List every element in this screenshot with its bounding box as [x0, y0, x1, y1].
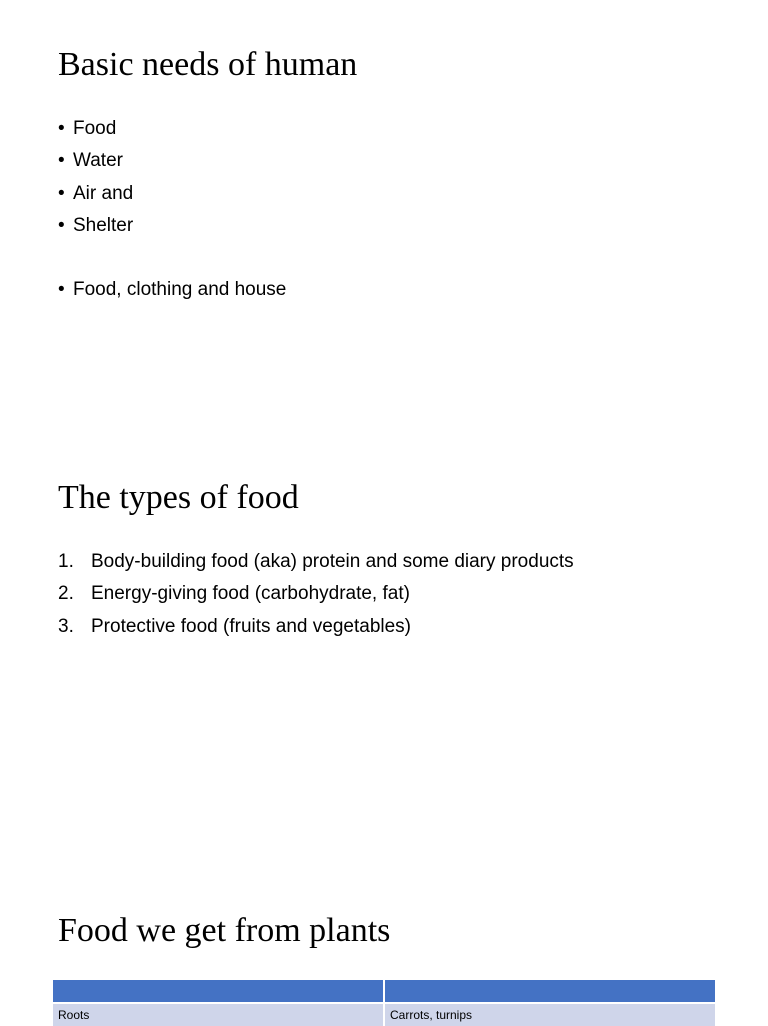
- bullet-icon: •: [58, 182, 65, 204]
- bullet-icon: •: [58, 150, 65, 172]
- basic-needs-extra-list: [58, 274, 286, 306]
- table-header-cell: [53, 980, 384, 1003]
- title-types-of-food: The types of food: [58, 479, 299, 516]
- title-food-from-plants: Food we get from plants: [58, 912, 391, 949]
- list-item: [58, 546, 574, 578]
- list-item-text: Energy-giving food (carbohydrate, fat): [91, 583, 410, 605]
- table-row: [53, 1003, 715, 1026]
- basic-needs-list: [58, 113, 133, 243]
- list-item-text: Body-building food (aka) protein and some diary products: [91, 551, 574, 572]
- list-number: 1.: [58, 551, 74, 572]
- table-cell: Carrots, turnips: [384, 1003, 715, 1026]
- list-item-text: Protective food (fruits and vegetables): [91, 615, 412, 637]
- list-item: [58, 274, 286, 306]
- types-of-food-list: [58, 546, 574, 643]
- bullet-icon: •: [58, 118, 65, 139]
- table-cell: Roots: [53, 1003, 384, 1026]
- table-header-cell: [384, 980, 715, 1003]
- plant-food-table: [53, 980, 715, 1026]
- table-header-row: [53, 980, 715, 1003]
- list-item-text: Food: [73, 118, 117, 139]
- list-item: [58, 611, 574, 643]
- list-item-text: Air and: [73, 182, 134, 204]
- list-item: [58, 113, 133, 145]
- bullet-icon: •: [58, 215, 65, 237]
- title-basic-needs: Basic needs of human: [58, 46, 358, 83]
- list-number: 3.: [58, 615, 74, 637]
- list-item: [58, 210, 133, 242]
- list-item-text: Shelter: [73, 215, 134, 237]
- list-item: [58, 178, 133, 210]
- list-item-text: Water: [73, 150, 123, 172]
- bullet-icon: •: [58, 279, 65, 300]
- list-item: [58, 145, 133, 177]
- list-item-text: Food, clothing and house: [73, 279, 287, 300]
- list-number: 2.: [58, 583, 74, 605]
- list-item: [58, 578, 574, 610]
